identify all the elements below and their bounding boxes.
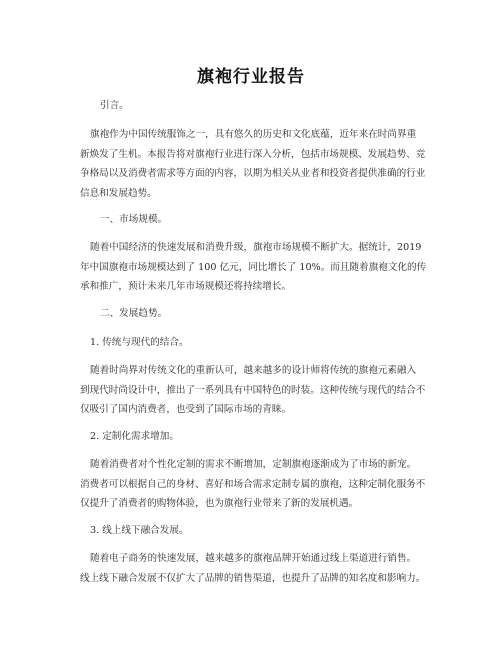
market-paragraph bbox=[80, 238, 434, 297]
trend3-heading bbox=[90, 521, 434, 541]
text-line: 3. 线上线下融合发展。 bbox=[90, 525, 189, 536]
text-line: 仅提升了消费者的购物体验，也为旗袍行业带来了新的发展机遇。 bbox=[80, 498, 359, 509]
text-line: 争格局以及消费者需求等方面的内容，以期为相关从业者和投资者提供准确的行业 bbox=[80, 168, 426, 179]
text-line: 引言。 bbox=[100, 100, 129, 111]
text-line: 信息和发展趋势。 bbox=[80, 187, 157, 199]
trend1-heading bbox=[90, 333, 434, 353]
text-line: 年中国旗袍市场规模达到了 100 亿元，同比增长了 10%。而且随着旗袍文化的传 bbox=[80, 261, 427, 273]
intro-paragraph bbox=[80, 125, 434, 203]
intro-heading bbox=[100, 96, 444, 116]
text-line: 线上线下融合发展不仅扩大了品牌的销售渠道，也提升了品牌的知名度和影响力。 bbox=[80, 572, 426, 584]
trend2-paragraph bbox=[80, 455, 434, 514]
trend2-heading bbox=[90, 427, 434, 447]
text-line: 随着电子商务的快速发展，越来越多的旗袍品牌开始通过线上渠道进行销售。 bbox=[90, 553, 417, 564]
text-line: 一、市场规模。 bbox=[100, 214, 168, 225]
text-line: 1. 传统与现代的结合。 bbox=[90, 337, 189, 348]
text-line: 旗袍作为中国传统服饰之一，具有悠久的历史和文化底蕴，近年来在时尚界重 bbox=[90, 129, 417, 140]
text-line: 随着时尚界对传统文化的重新认可，越来越多的设计师将传统的旗袍元素融入 bbox=[90, 365, 417, 376]
trend-heading bbox=[100, 304, 444, 324]
text-line: 2. 定制化需求增加。 bbox=[90, 431, 179, 442]
document-title: 旗袍行业报告 bbox=[197, 67, 305, 87]
text-line: 承和推广，预计未来几年市场规模还将持续增长。 bbox=[80, 281, 292, 292]
text-line: 到现代时尚设计中，推出了一系列具有中国特色的时装。这种传统与现代的结合不 bbox=[80, 384, 426, 396]
text-line: 消费者可以根据自己的身材、喜好和场合需求定制专属的旗袍，这种定制化服务不 bbox=[80, 478, 426, 490]
trend1-paragraph bbox=[80, 361, 434, 420]
text-line: 新焕发了生机。本报告将对旗袍行业进行深入分析，包括市场规模、发展趋势、竞 bbox=[80, 148, 426, 160]
trend3-paragraph bbox=[80, 549, 434, 588]
text-line: 二、发展趋势。 bbox=[100, 308, 168, 319]
text-line: 仅吸引了国内消费者，也受到了国际市场的青睐。 bbox=[80, 404, 292, 415]
text-line: 随着消费者对个性化定制的需求不断增加，定制旗袍逐渐成为了市场的新宠。 bbox=[90, 459, 417, 470]
market-heading bbox=[100, 210, 444, 230]
text-line: 随着中国经济的快速发展和消费升级，旗袍市场规模不断扩大。据统计，2019 bbox=[90, 242, 422, 253]
